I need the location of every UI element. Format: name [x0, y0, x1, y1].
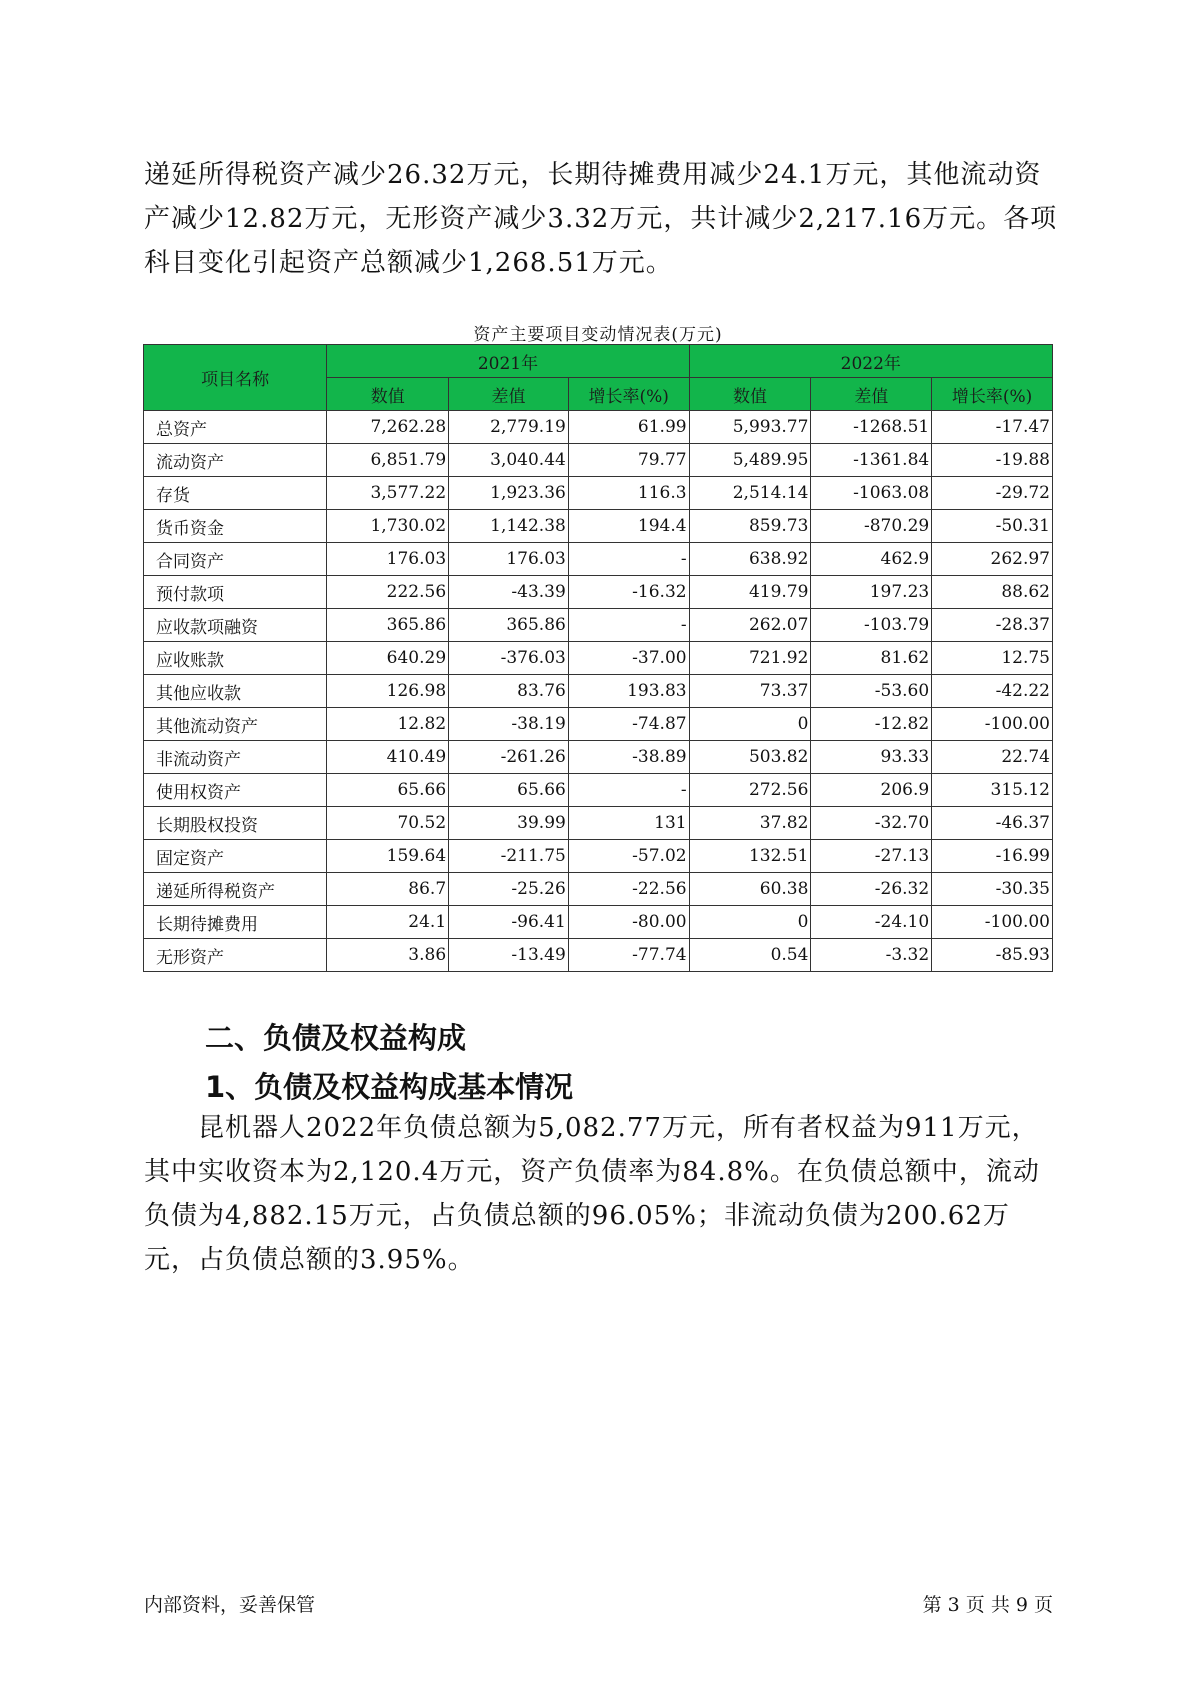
- row-label-cell: 货币资金: [144, 510, 327, 543]
- value-cell: 65.66: [327, 774, 449, 807]
- value-cell: 5,993.77: [689, 411, 811, 444]
- value-cell: -38.89: [568, 741, 689, 774]
- value-cell: -46.37: [932, 807, 1053, 840]
- row-label-cell: 递延所得税资产: [144, 873, 327, 906]
- footer-page-number: 第 3 页 共 9 页: [922, 1594, 1053, 1616]
- table-row: [144, 873, 1053, 906]
- value-cell: 3.86: [327, 939, 449, 972]
- value-cell: -29.72: [932, 477, 1053, 510]
- value-cell: 24.1: [327, 906, 449, 939]
- row-label-cell: 固定资产: [144, 840, 327, 873]
- value-cell: -16.99: [932, 840, 1053, 873]
- value-cell: -: [568, 774, 689, 807]
- row-label-cell: 其他流动资产: [144, 708, 327, 741]
- row-label-cell: 其他应收款: [144, 675, 327, 708]
- value-cell: 194.4: [568, 510, 689, 543]
- value-cell: -1063.08: [811, 477, 932, 510]
- table-row: [144, 576, 1053, 609]
- header-year-2021: 2021年: [327, 345, 689, 378]
- value-cell: 3,040.44: [449, 444, 569, 477]
- value-cell: -80.00: [568, 906, 689, 939]
- value-cell: 365.86: [327, 609, 449, 642]
- row-label-cell: 存货: [144, 477, 327, 510]
- row-label-cell: 应收款项融资: [144, 609, 327, 642]
- value-cell: 131: [568, 807, 689, 840]
- table-row: [144, 939, 1053, 972]
- value-cell: -1268.51: [811, 411, 932, 444]
- value-cell: -: [568, 543, 689, 576]
- value-cell: 159.64: [327, 840, 449, 873]
- table-row: [144, 906, 1053, 939]
- value-cell: 73.37: [689, 675, 811, 708]
- value-cell: 81.62: [811, 642, 932, 675]
- value-cell: -1361.84: [811, 444, 932, 477]
- value-cell: 93.33: [811, 741, 932, 774]
- header-value-2021: 数值: [327, 378, 449, 411]
- value-cell: 83.76: [449, 675, 569, 708]
- value-cell: 1,142.38: [449, 510, 569, 543]
- header-item-name: 项目名称: [144, 345, 327, 411]
- value-cell: -32.70: [811, 807, 932, 840]
- row-label-cell: 无形资产: [144, 939, 327, 972]
- value-cell: -53.60: [811, 675, 932, 708]
- row-label-cell: 长期股权投资: [144, 807, 327, 840]
- value-cell: 88.62: [932, 576, 1053, 609]
- value-cell: -74.87: [568, 708, 689, 741]
- value-cell: -100.00: [932, 906, 1053, 939]
- value-cell: 262.97: [932, 543, 1053, 576]
- value-cell: -27.13: [811, 840, 932, 873]
- value-cell: 1,923.36: [449, 477, 569, 510]
- value-cell: -30.35: [932, 873, 1053, 906]
- value-cell: 60.38: [689, 873, 811, 906]
- value-cell: 6,851.79: [327, 444, 449, 477]
- value-cell: 206.9: [811, 774, 932, 807]
- row-label-cell: 预付款项: [144, 576, 327, 609]
- value-cell: 70.52: [327, 807, 449, 840]
- value-cell: 462.9: [811, 543, 932, 576]
- intro-paragraph: 递延所得税资产减少26.32万元，长期待摊费用减少24.1万元，其他流动资产减少12.82万元，无形资产减少3.32万元，共计减少2,217.16万元。各项科目变化引起资产总额减少1,268.51万元。: [144, 160, 1058, 278]
- value-cell: 272.56: [689, 774, 811, 807]
- value-cell: 176.03: [327, 543, 449, 576]
- value-cell: 0: [689, 906, 811, 939]
- value-cell: -17.47: [932, 411, 1053, 444]
- table-row: [144, 444, 1053, 477]
- value-cell: 410.49: [327, 741, 449, 774]
- assets-change-table: [143, 344, 1053, 972]
- value-cell: -3.32: [811, 939, 932, 972]
- row-label-cell: 总资产: [144, 411, 327, 444]
- row-label-cell: 合同资产: [144, 543, 327, 576]
- table-row: [144, 543, 1053, 576]
- value-cell: 262.07: [689, 609, 811, 642]
- value-cell: -77.74: [568, 939, 689, 972]
- value-cell: 12.75: [932, 642, 1053, 675]
- value-cell: -38.19: [449, 708, 569, 741]
- value-cell: -12.82: [811, 708, 932, 741]
- header-growth-2022: 增长率(%): [932, 378, 1053, 411]
- value-cell: -: [568, 609, 689, 642]
- value-cell: 503.82: [689, 741, 811, 774]
- value-cell: 12.82: [327, 708, 449, 741]
- value-cell: -19.88: [932, 444, 1053, 477]
- value-cell: -376.03: [449, 642, 569, 675]
- value-cell: 2,514.14: [689, 477, 811, 510]
- value-cell: -103.79: [811, 609, 932, 642]
- row-label-cell: 流动资产: [144, 444, 327, 477]
- value-cell: 0: [689, 708, 811, 741]
- value-cell: 176.03: [449, 543, 569, 576]
- value-cell: 721.92: [689, 642, 811, 675]
- value-cell: 65.66: [449, 774, 569, 807]
- value-cell: 5,489.95: [689, 444, 811, 477]
- value-cell: -50.31: [932, 510, 1053, 543]
- value-cell: 859.73: [689, 510, 811, 543]
- value-cell: -57.02: [568, 840, 689, 873]
- row-label-cell: 非流动资产: [144, 741, 327, 774]
- header-diff-2022: 差值: [811, 378, 932, 411]
- value-cell: 132.51: [689, 840, 811, 873]
- value-cell: 126.98: [327, 675, 449, 708]
- table-caption: 资产主要项目变动情况表(万元): [473, 325, 723, 345]
- table-row: [144, 741, 1053, 774]
- value-cell: -26.32: [811, 873, 932, 906]
- value-cell: 1,730.02: [327, 510, 449, 543]
- table-row: [144, 840, 1053, 873]
- header-diff-2021: 差值: [449, 378, 569, 411]
- value-cell: 0.54: [689, 939, 811, 972]
- value-cell: -96.41: [449, 906, 569, 939]
- value-cell: 79.77: [568, 444, 689, 477]
- value-cell: 2,779.19: [449, 411, 569, 444]
- header-value-2022: 数值: [689, 378, 811, 411]
- section-heading: 二、负债及权益构成: [205, 1021, 467, 1055]
- footer-confidential-note: 内部资料，妥善保管: [144, 1594, 316, 1616]
- row-label-cell: 应收账款: [144, 642, 327, 675]
- value-cell: 3,577.22: [327, 477, 449, 510]
- value-cell: -24.10: [811, 906, 932, 939]
- value-cell: -870.29: [811, 510, 932, 543]
- table-row: [144, 642, 1053, 675]
- value-cell: 193.83: [568, 675, 689, 708]
- value-cell: 7,262.28: [327, 411, 449, 444]
- value-cell: 39.99: [449, 807, 569, 840]
- row-label-cell: 使用权资产: [144, 774, 327, 807]
- value-cell: -43.39: [449, 576, 569, 609]
- value-cell: 315.12: [932, 774, 1053, 807]
- value-cell: 22.74: [932, 741, 1053, 774]
- table-row: [144, 609, 1053, 642]
- value-cell: 37.82: [689, 807, 811, 840]
- value-cell: -211.75: [449, 840, 569, 873]
- table-row: [144, 675, 1053, 708]
- table-row: [144, 510, 1053, 543]
- value-cell: 365.86: [449, 609, 569, 642]
- table-row: [144, 708, 1053, 741]
- value-cell: 419.79: [689, 576, 811, 609]
- table-row: [144, 477, 1053, 510]
- value-cell: 61.99: [568, 411, 689, 444]
- liabilities-paragraph: 昆机器人2022年负债总额为5,082.77万元，所有者权益为911万元，其中实收资本为2,120.4万元，资产负债率为84.8%。在负债总额中，流动负债为4,882.15万元，占负债总额的96.05%；非流动负债为200.62万元，占负债总额的3.95%。: [144, 1113, 1040, 1275]
- value-cell: 197.23: [811, 576, 932, 609]
- value-cell: -22.56: [568, 873, 689, 906]
- value-cell: -261.26: [449, 741, 569, 774]
- value-cell: -13.49: [449, 939, 569, 972]
- table-row: [144, 774, 1053, 807]
- table-row: [144, 807, 1053, 840]
- table-row: [144, 411, 1053, 444]
- subsection-heading: 1、负债及权益构成基本情况: [205, 1070, 574, 1104]
- row-label-cell: 长期待摊费用: [144, 906, 327, 939]
- value-cell: -42.22: [932, 675, 1053, 708]
- value-cell: 116.3: [568, 477, 689, 510]
- value-cell: 222.56: [327, 576, 449, 609]
- value-cell: -37.00: [568, 642, 689, 675]
- value-cell: 640.29: [327, 642, 449, 675]
- value-cell: -100.00: [932, 708, 1053, 741]
- header-growth-2021: 增长率(%): [568, 378, 689, 411]
- value-cell: -28.37: [932, 609, 1053, 642]
- value-cell: 638.92: [689, 543, 811, 576]
- header-year-2022: 2022年: [689, 345, 1052, 378]
- value-cell: -85.93: [932, 939, 1053, 972]
- value-cell: -16.32: [568, 576, 689, 609]
- value-cell: -25.26: [449, 873, 569, 906]
- value-cell: 86.7: [327, 873, 449, 906]
